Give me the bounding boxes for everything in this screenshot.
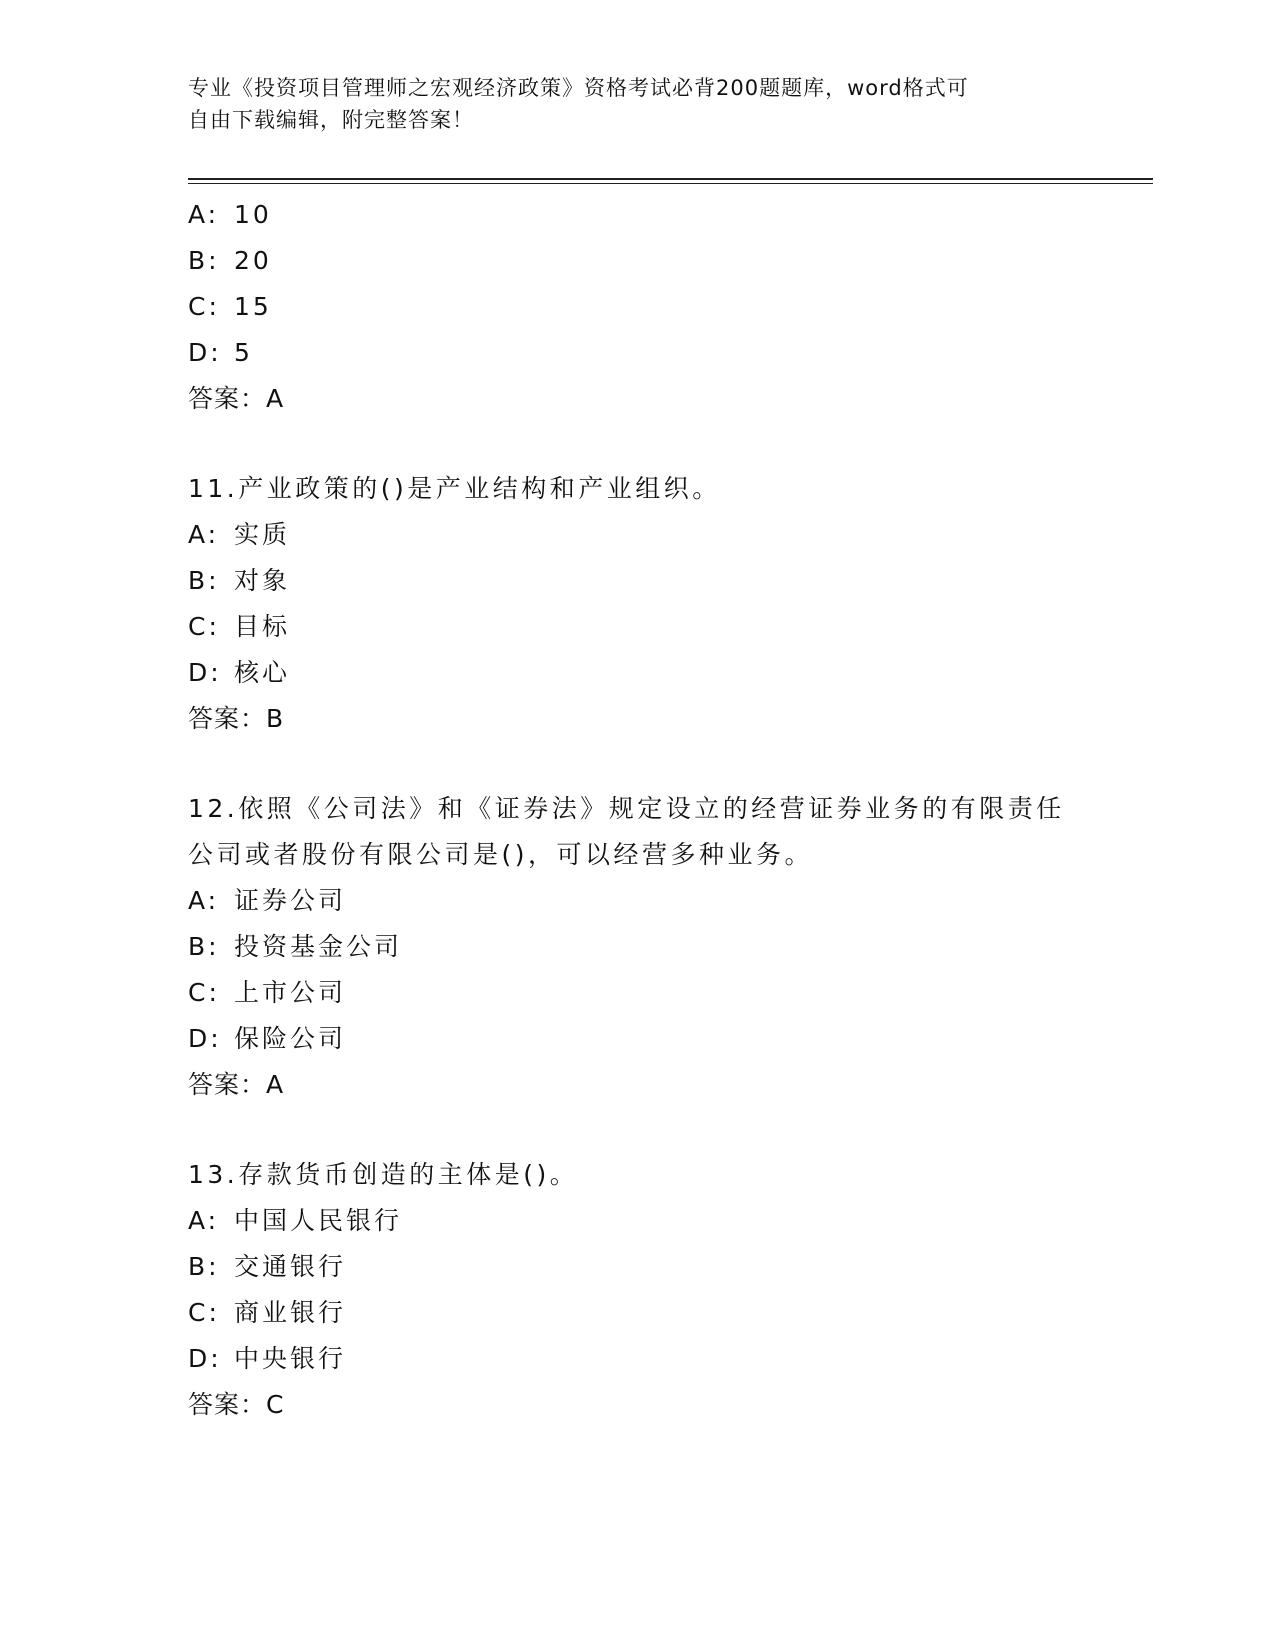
option-c: C: 上市公司	[188, 978, 347, 1007]
option-a: A: 实质	[188, 520, 291, 549]
document-header	[188, 72, 1068, 136]
question-text: 11.产业政策的()是产业结构和产业组织。	[188, 474, 721, 503]
option-d: D: 中央银行	[188, 1344, 347, 1373]
option-d: D: 核心	[188, 658, 291, 687]
option-b: B: 交通银行	[188, 1252, 347, 1281]
question-block-10	[188, 192, 1088, 422]
question-block-11	[188, 466, 1088, 742]
question-text-line-2: 公司或者股份有限公司是()，可以经营多种业务。	[188, 840, 814, 869]
header-divider-thin	[188, 183, 1153, 184]
header-line-2: 自由下载编辑，附完整答案！	[188, 108, 474, 132]
question-block-12	[188, 786, 1088, 1108]
option-a: A: 10	[188, 200, 272, 229]
answer-line: 答案：A	[188, 1070, 285, 1099]
option-d: D: 5	[188, 338, 253, 367]
option-d: D: 保险公司	[188, 1024, 347, 1053]
option-b: B: 投资基金公司	[188, 932, 403, 961]
header-divider-thick	[188, 178, 1153, 180]
answer-line: 答案：B	[188, 704, 285, 733]
option-a: A: 证券公司	[188, 886, 347, 915]
question-text: 13.存款货币创造的主体是()。	[188, 1160, 579, 1189]
question-block-13	[188, 1152, 1088, 1428]
option-c: C: 商业银行	[188, 1298, 347, 1327]
option-b: B: 20	[188, 246, 272, 275]
option-c: C: 目标	[188, 612, 291, 641]
header-line-1: 专业《投资项目管理师之宏观经济政策》资格考试必背200题题库，word格式可	[188, 76, 969, 100]
option-c: C: 15	[188, 292, 272, 321]
answer-line: 答案：C	[188, 1390, 285, 1419]
option-a: A: 中国人民银行	[188, 1206, 403, 1235]
answer-line: 答案：A	[188, 384, 285, 413]
question-text-line-1: 12.依照《公司法》和《证券法》规定设立的经营证券业务的有限责任	[188, 794, 1065, 823]
question-list	[188, 192, 1088, 1428]
option-b: B: 对象	[188, 566, 291, 595]
